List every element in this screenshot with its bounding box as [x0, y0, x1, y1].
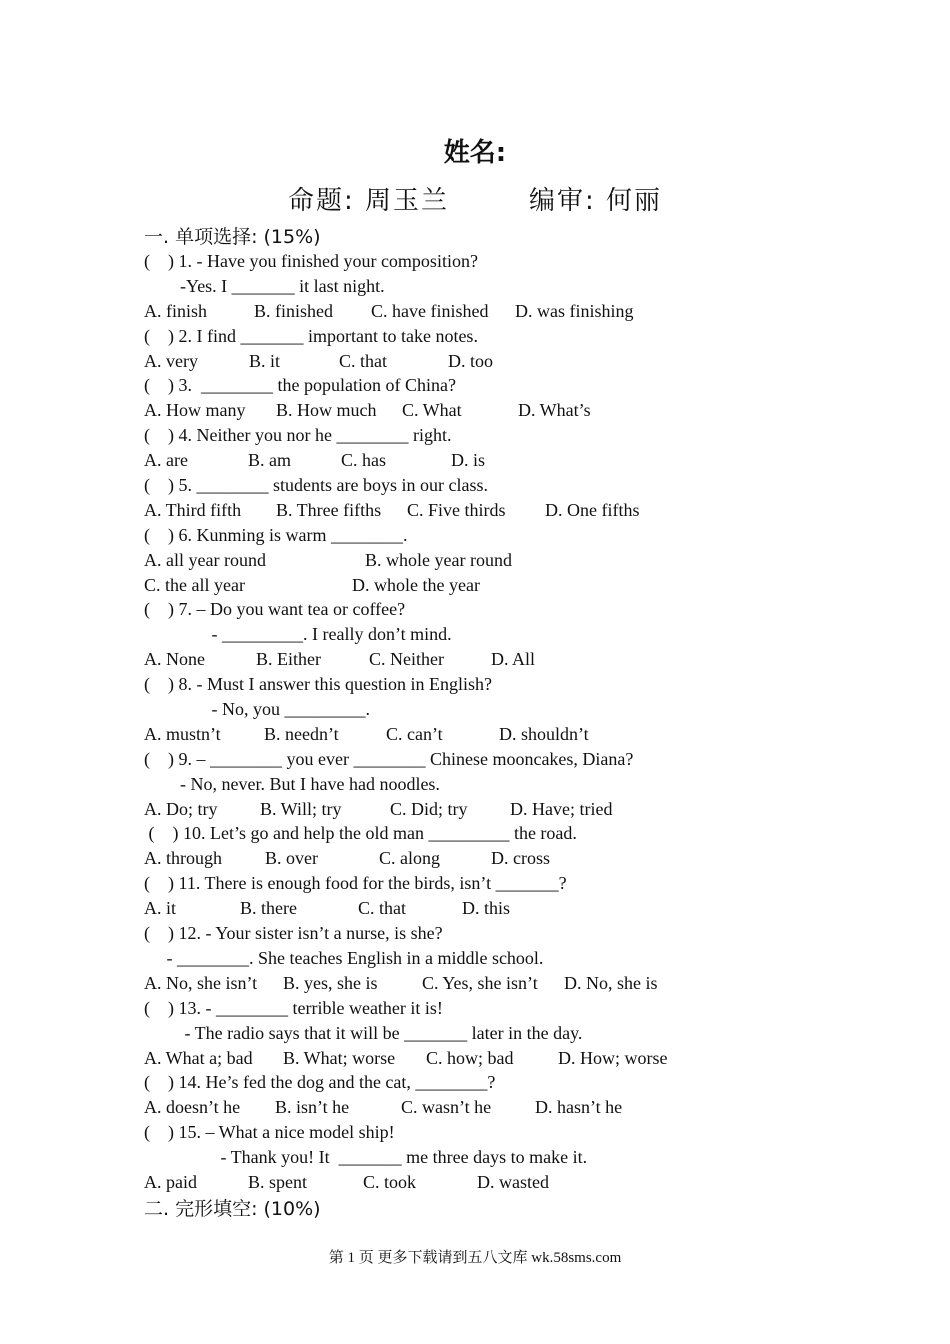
reviewer: 编审: 何丽 — [529, 186, 663, 216]
option-a[interactable]: A. all year round — [144, 549, 266, 570]
option-c[interactable]: C. Yes, she isn’t — [422, 972, 538, 993]
question-7-options — [144, 647, 864, 672]
option-a[interactable]: A. Do; try — [144, 798, 218, 819]
question-6-options-row-1 — [144, 548, 864, 573]
question-list — [144, 249, 864, 1195]
question-6-options-row-2 — [144, 573, 864, 598]
question-1-stem: -Yes. I _______ it last night. — [144, 275, 385, 296]
option-a[interactable]: A. What a; bad — [144, 1047, 253, 1068]
option-d[interactable]: D. cross — [491, 848, 550, 869]
option-d[interactable]: D. wasted — [477, 1171, 549, 1192]
option-a[interactable]: A. No, she isn’t — [144, 972, 258, 993]
question-15-options — [144, 1170, 864, 1195]
option-d[interactable]: D. One fifths — [545, 499, 640, 520]
question-5-stem: ( ) 5. ________ students are boys in our class. — [144, 475, 488, 496]
question-12-options — [144, 971, 864, 996]
option-a[interactable]: A. doesn’t he — [144, 1097, 241, 1118]
option-d[interactable]: D. whole the year — [352, 574, 480, 595]
option-b[interactable]: B. finished — [254, 300, 333, 321]
author-line — [0, 180, 950, 217]
section-heading-2: 二. 完形填空: (10%) — [144, 1198, 321, 1220]
question-7-stem: - _________. I really don’t mind. — [144, 624, 452, 645]
option-b[interactable]: B. whole year round — [365, 549, 512, 570]
question-12-stem: ( ) 12. - Your sister isn’t a nurse, is she? — [144, 923, 443, 944]
option-d[interactable]: D. How; worse — [558, 1047, 668, 1068]
option-a[interactable]: A. mustn’t — [144, 723, 221, 744]
question-3-options — [144, 398, 864, 423]
option-b[interactable]: B. am — [248, 450, 291, 471]
option-b[interactable]: B. Will; try — [260, 798, 342, 819]
option-c[interactable]: C. along — [379, 848, 440, 869]
question-8-stem: - No, you _________. — [144, 699, 370, 720]
option-a[interactable]: A. it — [144, 898, 177, 919]
option-b[interactable]: B. over — [265, 848, 318, 869]
option-a[interactable]: A. are — [144, 450, 188, 471]
option-d[interactable]: D. shouldn’t — [499, 723, 589, 744]
question-9-stem: ( ) 9. – ________ you ever ________ Chinese mooncakes, Diana? — [144, 748, 634, 769]
option-b[interactable]: B. Either — [256, 649, 321, 670]
question-5-options — [144, 498, 864, 523]
option-d[interactable]: D. too — [448, 350, 493, 371]
question-10-options — [144, 846, 864, 871]
question-1-stem: ( ) 1. - Have you finished your composition? — [144, 251, 478, 271]
question-13-options — [144, 1046, 864, 1071]
option-b[interactable]: B. yes, she is — [283, 972, 378, 993]
question-8-options — [144, 722, 864, 747]
option-c[interactable]: C. wasn’t he — [401, 1097, 492, 1118]
option-c[interactable]: C. Did; try — [390, 798, 468, 819]
option-c[interactable]: C. have finished — [371, 300, 489, 321]
option-a[interactable]: A. through — [144, 848, 222, 869]
option-c[interactable]: C. Neither — [369, 649, 444, 670]
question-3-stem: ( ) 3. ________ the population of China? — [144, 375, 456, 396]
option-b[interactable]: B. it — [249, 350, 281, 371]
question-4-options — [144, 448, 864, 473]
question-13-stem: - The radio says that it will be _______ later in the day. — [144, 1022, 583, 1043]
question-11-options — [144, 896, 864, 921]
question-12-stem: - ________. She teaches English in a middle school. — [144, 947, 544, 968]
question-10-stem: ( ) 10. Let’s go and help the old man _________ the road. — [144, 823, 577, 844]
question-2-options — [144, 349, 864, 374]
option-a[interactable]: A. paid — [144, 1171, 197, 1192]
question-14-stem: ( ) 14. He’s fed the dog and the cat, ________? — [144, 1072, 496, 1093]
option-c[interactable]: C. that — [339, 350, 387, 371]
question-14-options — [144, 1095, 864, 1120]
option-b[interactable]: B. What; worse — [283, 1047, 396, 1068]
option-b[interactable]: B. isn’t he — [275, 1097, 350, 1118]
name-label: 姓名: — [443, 138, 507, 168]
option-b[interactable]: B. How much — [276, 400, 377, 421]
option-a[interactable]: A. very — [144, 350, 198, 371]
option-d[interactable]: D. hasn’t he — [535, 1097, 623, 1118]
section-heading-1: 一. 单项选择: (15%) — [144, 226, 321, 248]
option-b[interactable]: B. needn’t — [264, 723, 339, 744]
option-d[interactable]: D. Have; tried — [510, 798, 613, 819]
option-c[interactable]: C. took — [363, 1171, 417, 1192]
option-c[interactable]: C. the all year — [144, 574, 245, 595]
option-c[interactable]: C. has — [341, 450, 386, 471]
option-d[interactable]: D. No, she is — [564, 972, 658, 993]
question-9-stem: - No, never. But I have had noodles. — [144, 773, 440, 794]
question-1-options — [144, 299, 864, 324]
option-d[interactable]: D. this — [462, 898, 511, 919]
question-11-stem: ( ) 11. There is enough food for the birds, isn’t _______? — [144, 873, 567, 894]
option-c[interactable]: C. how; bad — [426, 1047, 514, 1068]
option-a[interactable]: A. None — [144, 649, 205, 670]
option-b[interactable]: B. spent — [248, 1171, 308, 1192]
question-15-stem: ( ) 15. – What a nice model ship! — [144, 1122, 395, 1143]
question-13-stem: ( ) 13. - ________ terrible weather it is! — [144, 997, 443, 1018]
question-7-stem: ( ) 7. – Do you want tea or coffee? — [144, 599, 406, 620]
option-d[interactable]: D. All — [491, 649, 536, 670]
question-6-stem: ( ) 6. Kunming is warm ________. — [144, 524, 408, 545]
option-d[interactable]: D. was finishing — [515, 300, 634, 321]
option-d[interactable]: D. is — [451, 450, 486, 471]
author: 命题: 周玉兰 — [287, 186, 449, 216]
option-c[interactable]: C. What — [402, 400, 462, 421]
question-9-options — [144, 797, 864, 822]
option-a[interactable]: A. finish — [144, 300, 207, 321]
option-c[interactable]: C. Five thirds — [407, 499, 506, 520]
option-d[interactable]: D. What’s — [518, 400, 591, 421]
option-b[interactable]: B. Three fifths — [276, 499, 382, 520]
option-b[interactable]: B. there — [240, 898, 297, 919]
option-c[interactable]: C. can’t — [386, 723, 443, 744]
question-4-stem: ( ) 4. Neither you nor he ________ right. — [144, 425, 452, 446]
question-15-stem: - Thank you! It _______ me three days to make it. — [144, 1147, 588, 1168]
question-2-stem: ( ) 2. I find _______ important to take notes. — [144, 325, 478, 346]
option-c[interactable]: C. that — [358, 898, 406, 919]
option-a[interactable]: A. How many — [144, 400, 246, 421]
question-8-stem: ( ) 8. - Must I answer this question in English? — [144, 674, 492, 695]
page-footer: 第 1 页 更多下载请到五八文库 wk.58sms.com — [328, 1250, 622, 1266]
option-a[interactable]: A. Third fifth — [144, 499, 242, 520]
